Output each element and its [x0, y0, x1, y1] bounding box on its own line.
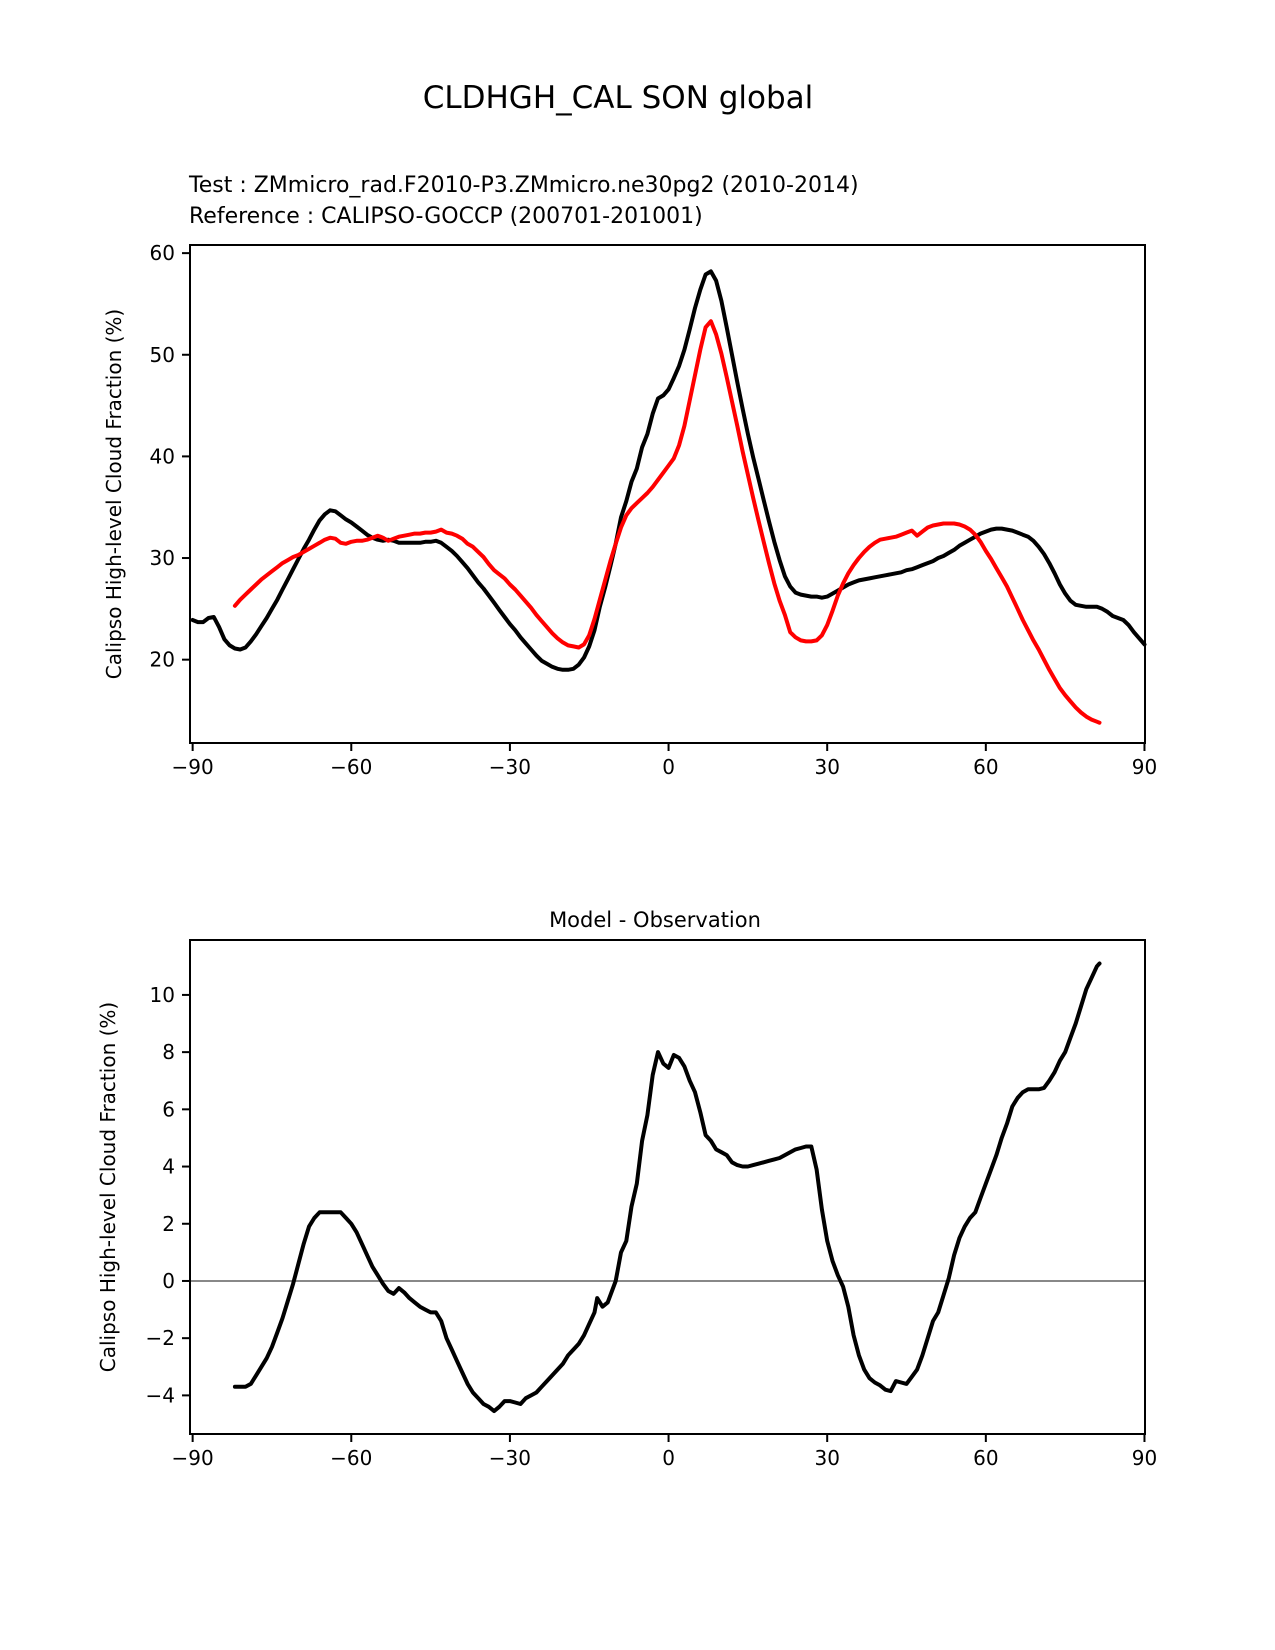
- x-tick-label: −90: [171, 1446, 214, 1470]
- x-tick-label: 60: [973, 755, 999, 779]
- y-tick-label: 40: [149, 444, 175, 469]
- x-tick-label: 0: [662, 755, 675, 779]
- x-tick-label: 30: [814, 755, 840, 779]
- x-tick-label: −30: [488, 1446, 532, 1470]
- y-tick-label: 6: [162, 1097, 175, 1122]
- y-tick-label: 8: [162, 1040, 175, 1065]
- x-tick-label: 90: [1131, 755, 1158, 779]
- y-tick-label: 10: [149, 982, 175, 1007]
- y-tick-label: −4: [145, 1383, 175, 1408]
- axes-frame: [190, 940, 1145, 1434]
- x-tick-label: 90: [1131, 1446, 1158, 1470]
- y-tick-label: 4: [162, 1154, 175, 1179]
- y-tick-label: 2: [162, 1211, 175, 1236]
- x-tick-label: −60: [330, 1446, 373, 1470]
- y-tick-label: 0: [162, 1268, 175, 1293]
- y-tick-label: 30: [149, 546, 175, 571]
- page-title: CLDHGH_CAL SON global: [422, 80, 814, 116]
- reference-run-label: Reference : CALIPSO-GOCCP (200701-201001): [189, 204, 703, 229]
- y-tick-label: 20: [149, 647, 175, 672]
- top-chart-ylabel: Calipso High-level Cloud Fraction (%): [102, 308, 126, 680]
- x-tick-label: −60: [330, 755, 373, 779]
- series-line-0: [193, 271, 1145, 669]
- y-tick-label: 60: [149, 241, 175, 266]
- series-line-0: [235, 964, 1100, 1412]
- x-tick-label: −90: [171, 755, 214, 779]
- bottom-chart-ylabel: Calipso High-level Cloud Fraction (%): [96, 1001, 120, 1373]
- x-tick-label: 60: [973, 1446, 999, 1470]
- bottom-chart-axes: [146, 940, 1158, 1470]
- x-tick-label: 0: [662, 1446, 675, 1470]
- x-tick-label: −30: [488, 755, 532, 779]
- series-line-1: [235, 321, 1100, 723]
- axes-frame: [190, 245, 1145, 743]
- y-tick-label: 50: [149, 342, 175, 367]
- top-chart-axes: [150, 241, 1158, 779]
- test-run-label: Test : ZMmicro_rad.F2010-P3.ZMmicro.ne30pg2 (2010-2014): [189, 173, 859, 198]
- x-tick-label: 30: [814, 1446, 840, 1470]
- bottom-chart-title: Model - Observation: [549, 908, 761, 932]
- y-tick-label: −2: [145, 1326, 175, 1351]
